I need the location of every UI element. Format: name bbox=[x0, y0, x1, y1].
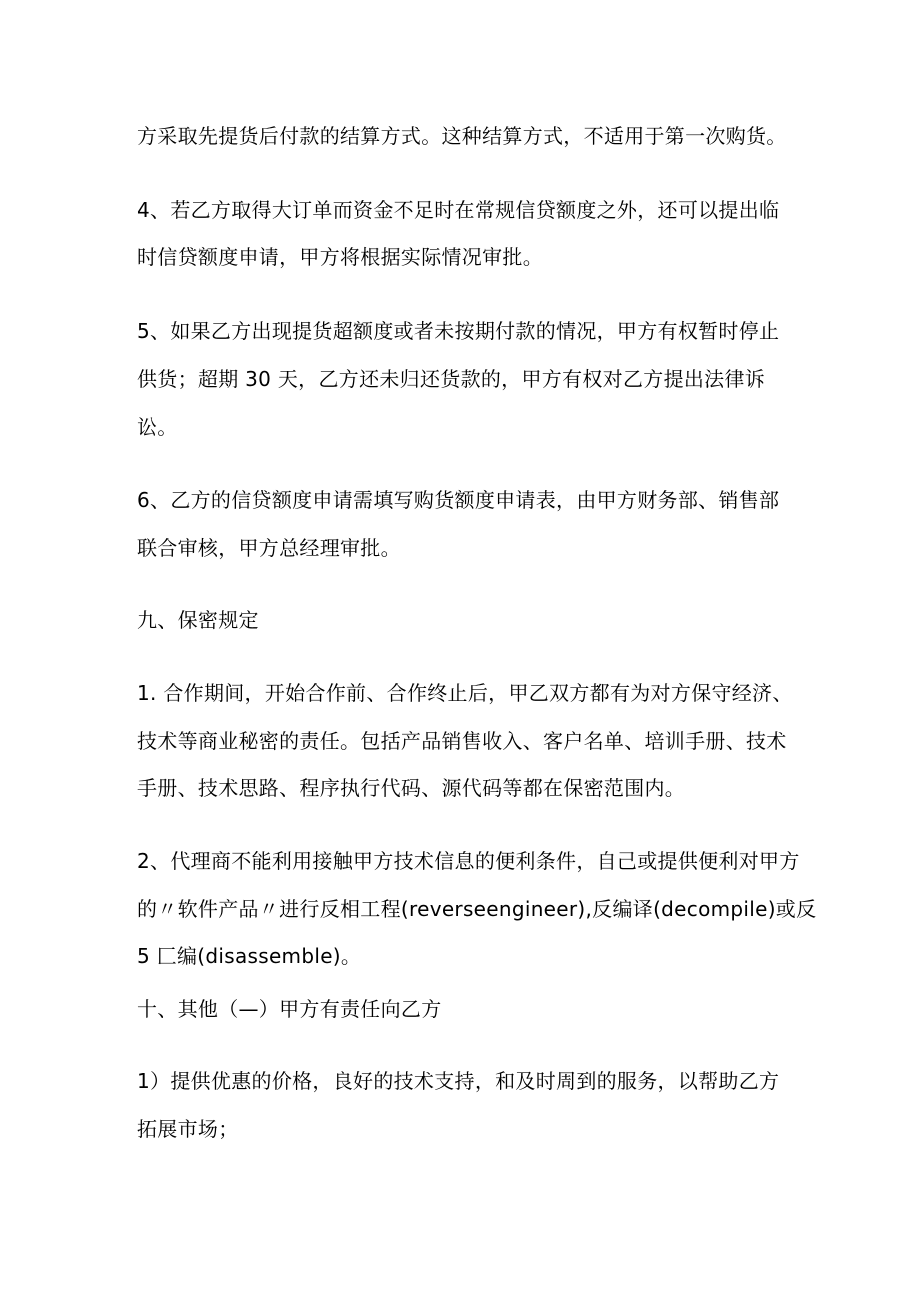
clause-5-line-2: 供货；超期 30 天，乙方还未归还货款的，甲方有权对乙方提出法律诉 bbox=[137, 367, 766, 391]
confidentiality-1-line-1: 1. 合作期间，开始合作前、合作终止后，甲乙双方都有为对方保守经济、 bbox=[137, 681, 793, 705]
clause-6-line-1: 6、乙方的信贷额度申请需填写购货额度申请表，由甲方财务部、销售部 bbox=[137, 488, 780, 512]
section-heading-other: 十、其他（—）甲方有责任向乙方 bbox=[137, 997, 442, 1021]
clause-6-line-2: 联合审核，甲方总经理审批。 bbox=[137, 536, 401, 560]
other-1-line-1: 1）提供优惠的价格，良好的技术支持，和及时周到的服务，以帮助乙方 bbox=[137, 1069, 780, 1093]
confidentiality-1-line-3: 手册、技术思路、程序执行代码、源代码等都在保密范围内。 bbox=[137, 776, 686, 800]
clause-4-line-2: 时信贷额度申请，甲方将根据实际情况审批。 bbox=[137, 245, 543, 269]
confidentiality-2-line-3: 5 匚编(disassemble)。 bbox=[137, 944, 362, 968]
clause-5-line-3: 讼。 bbox=[137, 415, 178, 439]
confidentiality-2-line-2: 的〃软件产品〃进行反相工程(reverseengineer),反编译(decompile)或反 bbox=[137, 897, 817, 921]
confidentiality-2-line-1: 2、代理商不能利用接触甲方技术信息的便利条件，自己或提供便利对甲方 bbox=[137, 849, 800, 873]
clause-4-line-1: 4、若乙方取得大订单而资金不足时在常规信贷额度之外，还可以提出临 bbox=[137, 198, 780, 222]
clause-5-line-1: 5、如果乙方出现提货超额度或者未按期付款的情况，甲方有权暂时停止 bbox=[137, 319, 780, 343]
paragraph-line-settlement-end: 方采取先提货后付款的结算方式。这种结算方式，不适用于第一次购货。 bbox=[137, 124, 787, 148]
other-1-line-2: 拓展市场； bbox=[137, 1117, 239, 1141]
confidentiality-1-line-2: 技术等商业秘密的责任。包括产品销售收入、客户名单、培训手册、技术 bbox=[137, 729, 787, 753]
section-heading-confidentiality: 九、保密规定 bbox=[137, 608, 259, 632]
